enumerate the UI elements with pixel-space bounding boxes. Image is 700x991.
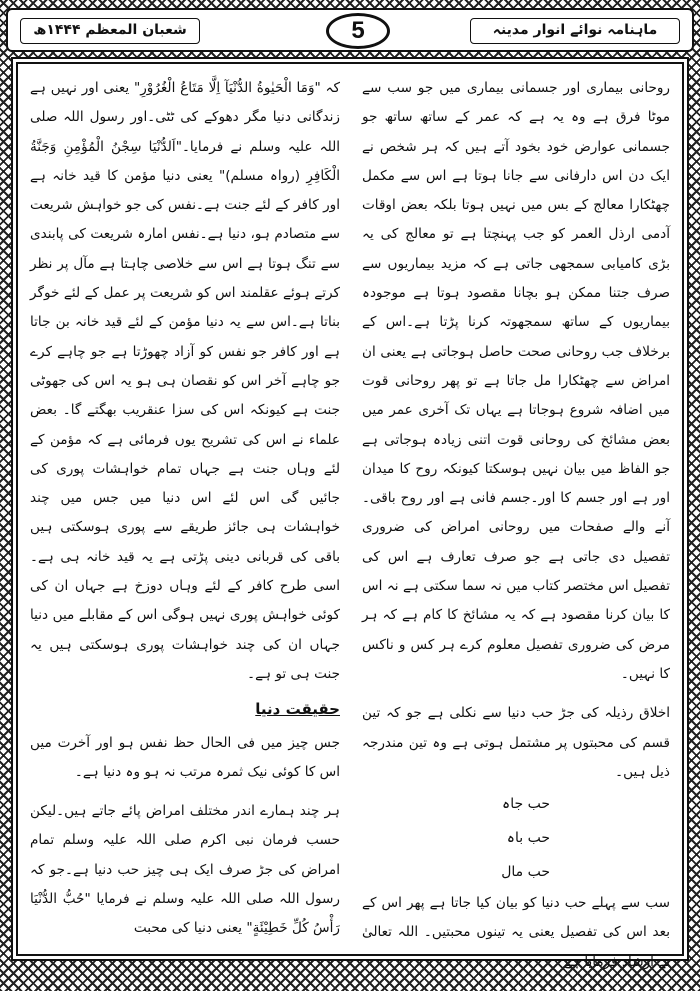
paragraph: روحانی بیماری اور جسمانی بیماری میں جو سب سے موٹا فرق ہے وہ یہ ہے کہ عمر کے ساتھ ساتھ جو جسمانی عوارض خود بخود آتے ہیں کہ ہر شخص نے ایک دن اس دارفانی سے جانا ہوتا ہے اس سے مکمل چھٹکارا معالج کے بس میں نہیں ہوتا بلکہ بعض اوقات آدمی ارذل العمر کو جب پہنچتا ہے تو معالج کی یہ بڑی کامیابی سمجھی جاتی ہے کہ مزید بیماریوں سے صرف جتنا ممکن ہو بچانا مقصود ہوتا ہے موجودہ بیماریوں کے ساتھ سمجھوتہ کرنا پڑتا ہے۔اس کے برخلاف جب روحانی صحت حاصل ہوجاتی ہے یعنی ان امراض سے چھٹکارا مل جاتا ہے تو پھر روحانی قوت میں اضافہ شروع ہوجاتا ہے یہاں تک آخری عمر میں بعض مشائخ کی روحانی قوت اتنی زیادہ ہوجاتی ہے جو الفاظ میں بیان نہیں ہوسکتا کیونکہ روح کا میدان اور ہے اور جسم کا اور۔جسم فانی ہے اور روح باقی۔ آنے والے صفحات میں روحانی امراض کی ضروری تفصیل دی جاتی ہے جو صرف تعارف ہے اس کی تفصیل اس مختصر کتاب میں نہ سما سکتی ہے نہ اس کا بیان کرنا مقصود ہے کہ یہ مشائخ کا کام ہے کہ ہر مرض کی ضروری تفصیل معلوم کرے ہر کس و ناکس کا نہیں۔ xyxy=(362,80,670,682)
left-column xyxy=(30,74,340,944)
list-item-hubb-jah: حب جاہ xyxy=(502,796,550,813)
paragraph: جس چیز میں فی الحال حظ نفس ہو اور آخرت میں اس کا کوئی نیک ثمرہ مرتب نہ ہو وہ دنیا ہے۔ xyxy=(30,734,340,780)
page-number: 5 xyxy=(326,13,390,49)
paragraph: کہ "وَمَا الْحَيٰوةُ الدُّنْيَآ اِلَّا مَتَاعُ الْغُرُوْرِ" یعنی اور نہیں ہے زندگانی دنیا مگر دھوکے کی ٹٹی۔اور رسول اللہ صلی اللہ علیہ وسلم نے فرمایا۔"اَلدُّنْيَا سِجْنُ الْمُؤْمِنِ وَجَنَّةُ الْكَافِرِ (رواہ مسلم)" یعنی دنیا مؤمن کا قید خانہ ہے اور کافر کے لئے جنت ہے۔نفس کی جو خواہش شریعت سے متصادم ہو، دنیا ہے۔نفس امارہ شریعت کی پابندی سے تنگ ہوتا ہے اس سے خلاصی چاہتا ہے مآل پر نظر کرتے ہوئے عقلمند اس کو شریعت پر عمل کے لئے خوگر بناتا ہے۔اس سے یہ دنیا مؤمن کے لئے قید خانہ بن جاتا ہے اور کافر جو نفس کو آزاد چھوڑتا ہے جو چاہے کرے جو چاہے آخر اس کو نقصان ہی ہو یہ اس کی جھوٹی جنت ہے کیونکہ اس کی سزا عنقریب بھگتے گا۔ بعض علماء نے اس کی تشریح یوں فرمائی ہے کہ مؤمن کے لئے وہاں جنت ہے جہاں تمام خواہشات پوری کی جائیں گی اس لئے اس دنیا میں جس میں چند خواہشات ہی جائز طریقے سے پوری ہوسکتی ہیں باقی کی قربانی دینی پڑتی ہے یہ قید خانہ ہی ہے۔اسی طرح کافر کے لئے وہاں دوزخ ہے جہاں ان کی کوئی خواہش پوری نہیں ہوگی اس کے مقابلے میں دنیا جہاں ان کی چند خواہشات پوری ہوسکتی ہیں یہ جنت ہی تو ہے۔ xyxy=(30,80,340,682)
right-column xyxy=(362,74,670,970)
magazine-title: ماہنامہ نوائے انوار مدینہ xyxy=(470,18,680,44)
issue-date: شعبان المعظم ۱۴۴۴ھ xyxy=(20,18,200,44)
list-item-hubb-mal: حب مال xyxy=(501,864,550,881)
paragraph: ہر چند ہمارے اندر مختلف امراض پائے جاتے ہیں۔لیکن حسب فرمان نبی اکرم صلی اللہ علیہ وسلم تمام امراض کی جڑ صرف ایک ہی چیز حب دنیا ہے۔جو کہ رسول اللہ صلی اللہ علیہ وسلم نے فرمایا "حُبُّ الدُّنْيَا رَأْسُ كُلِّ خَطِيْئَةٍ" یعنی دنیا کی محبت xyxy=(30,803,340,937)
list-item-hubb-bah: حب باہ xyxy=(506,830,550,847)
paragraph: اخلاق رذیلہ کی جڑ حب دنیا سے نکلی ہے جو کہ تین قسم کی محبتوں پر مشتمل ہوتی ہے وہ تین مندرجہ ذیل ہیں۔ xyxy=(362,705,670,780)
paragraph: سب سے پہلے حب دنیا کو بیان کیا جاتا ہے پھر اس کے بعد اس کی تفصیل یعنی یہ تینوں محبتیں۔ اللہ تعالیٰ نے ارشاد فرمایا ہے xyxy=(362,895,670,970)
page-header xyxy=(6,8,694,52)
section-heading: حقیقت دنیا xyxy=(255,700,340,719)
